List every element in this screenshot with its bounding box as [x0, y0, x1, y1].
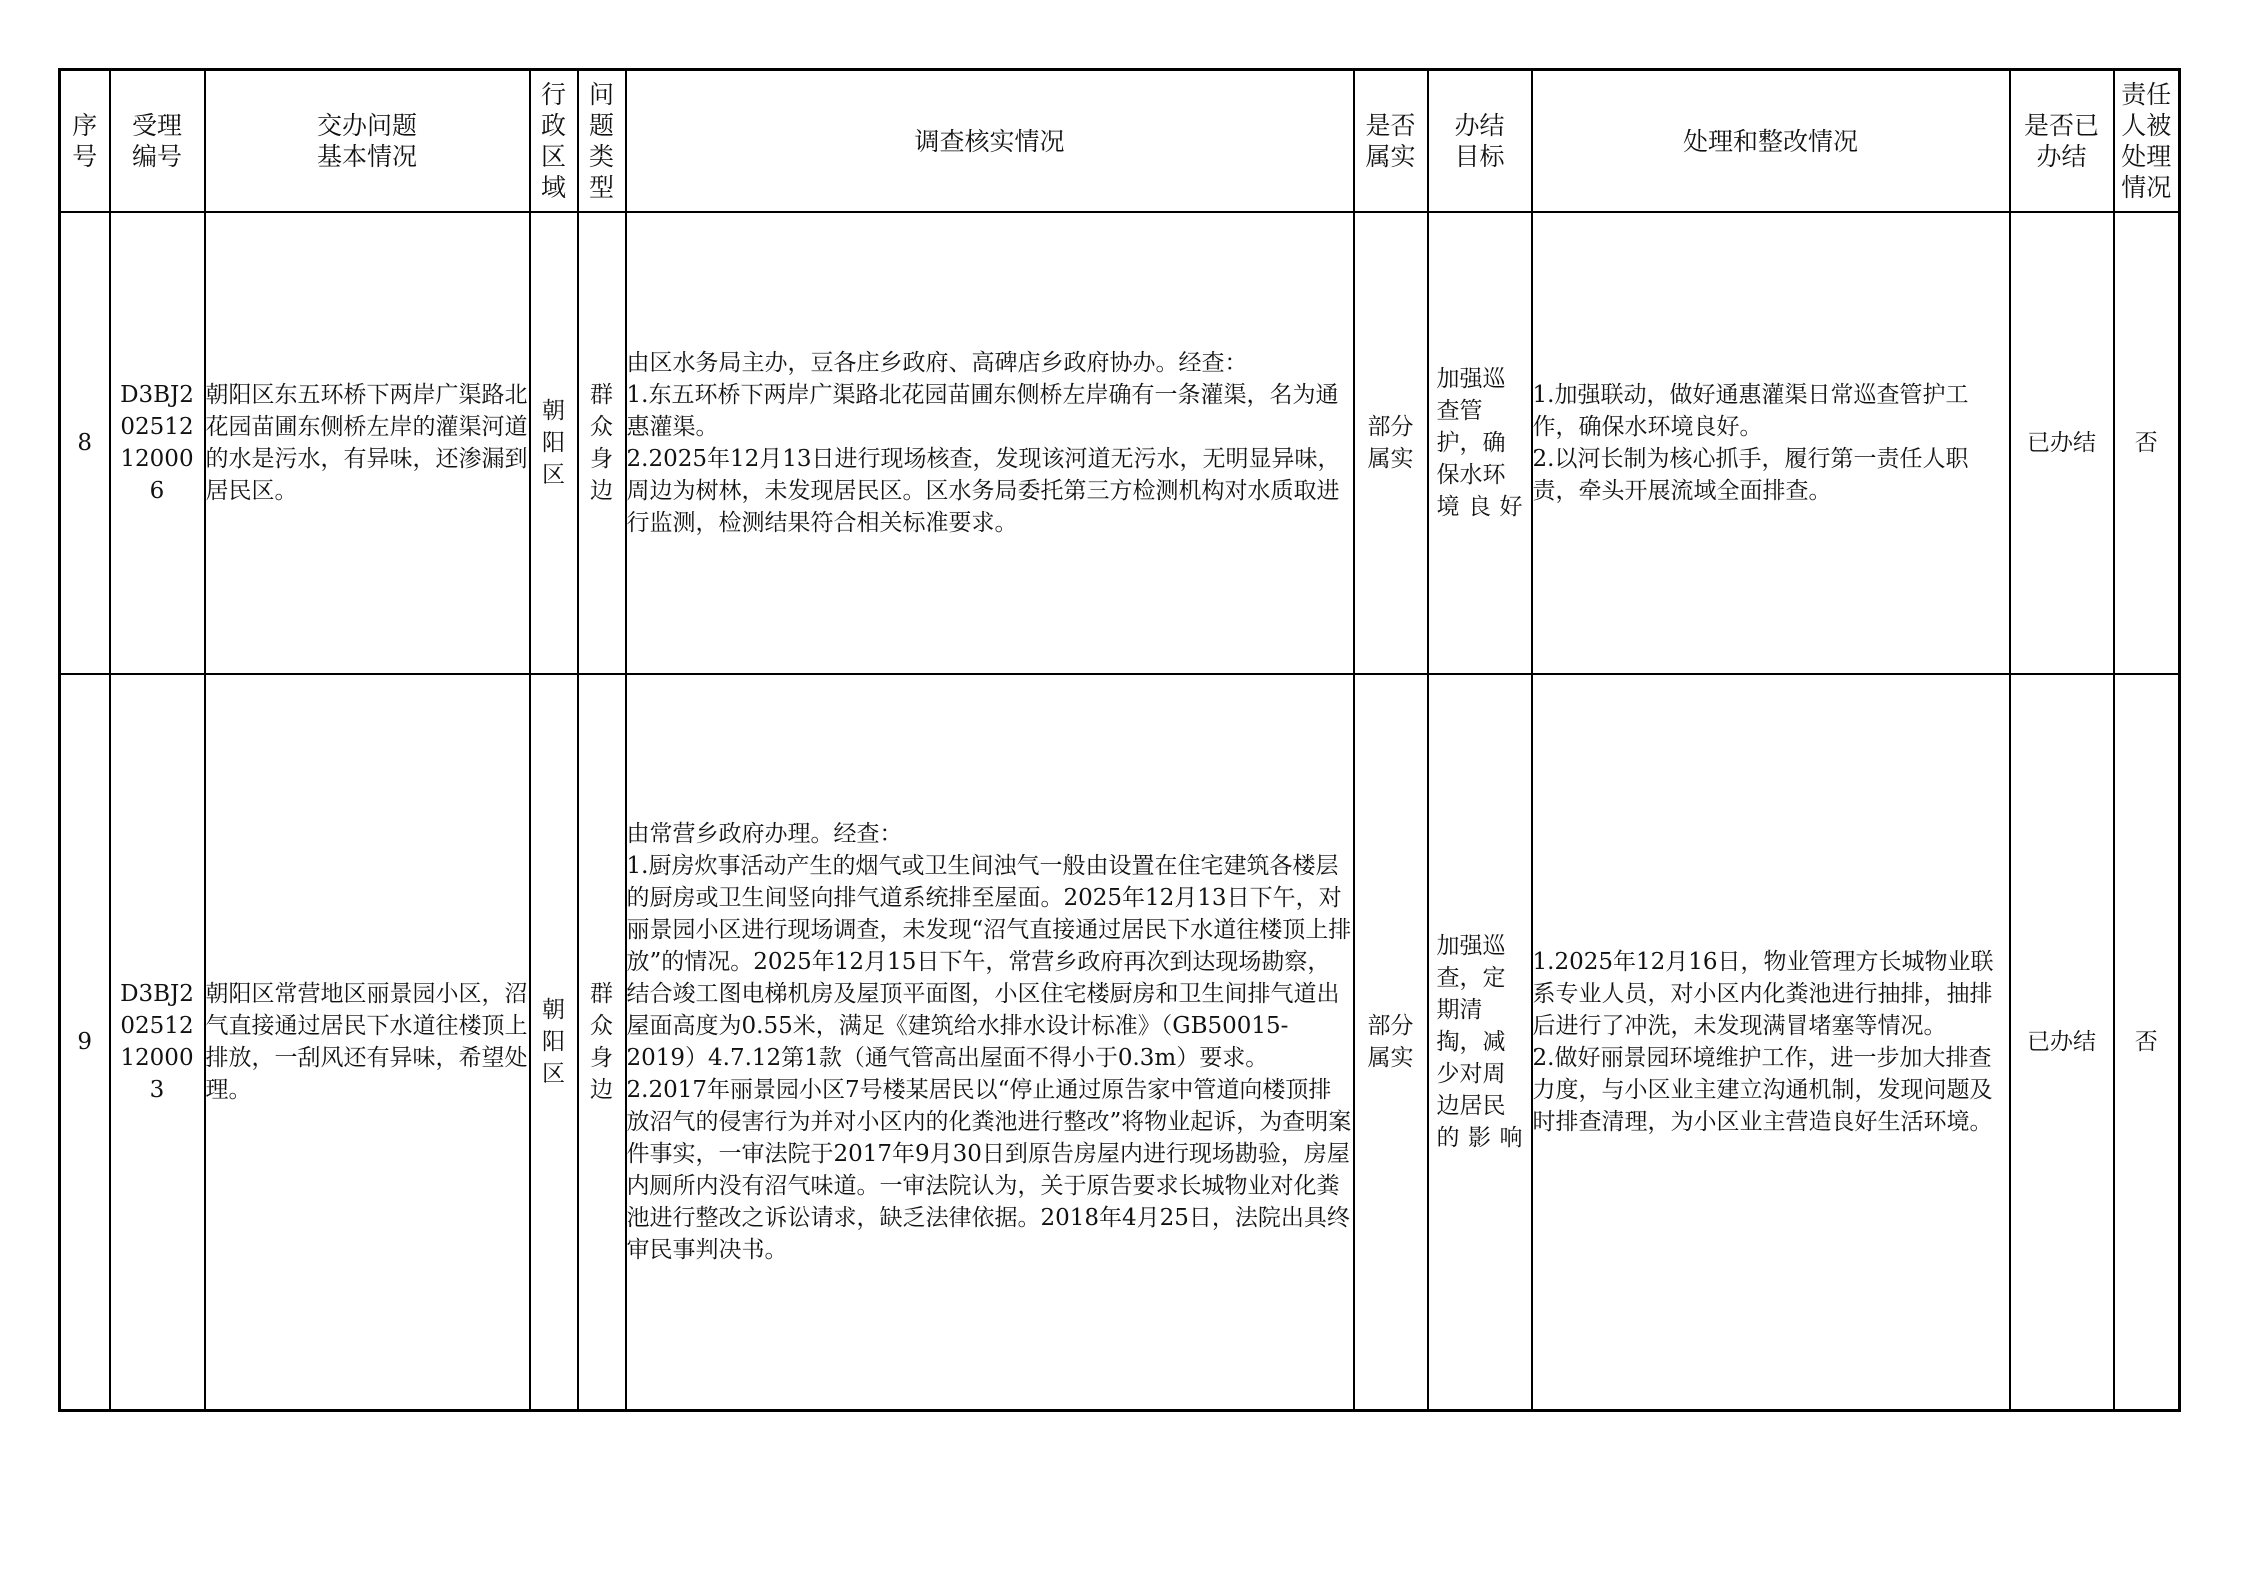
cell-accountability: 否	[2114, 674, 2180, 1411]
header-accountability: 责任人被处理情况	[2114, 70, 2180, 213]
header-type: 问题类型	[578, 70, 626, 213]
cell-verified: 部分属实	[1354, 212, 1428, 674]
cell-handling: 1.2025年12月16日，物业管理方长城物业联系专业人员，对小区内化粪池进行抽排，抽排后进行了冲洗，未发现满冒堵塞等情况。 2.做好丽景园环境维护工作，进一步加大排查力度，与小区业主建立沟通机制，发现问题及时排查清理，为小区业主营造良好生活环境。	[1532, 674, 2010, 1411]
cell-basic: 朝阳区常营地区丽景园小区，沼气直接通过居民下水道往楼顶上排放，一刮风还有异味，希望处理。	[205, 674, 530, 1411]
cell-type: 群众身边	[578, 212, 626, 674]
cell-accountability: 否	[2114, 212, 2180, 674]
cell-seq: 9	[60, 674, 110, 1411]
header-basic: 交办问题 基本情况	[205, 70, 530, 213]
cell-seq: 8	[60, 212, 110, 674]
cell-investigation: 由常营乡政府办理。经查： 1.厨房炊事活动产生的烟气或卫生间浊气一般由设置在住宅建筑各楼层的厨房或卫生间竖向排气道系统排至屋面。2025年12月13日下午，对丽景园小区进行现场调查，未发现“沼气直接通过居民下水道往楼顶上排放”的情况。2025年12月15日下午，常营乡政府再次到达现场勘察，结合竣工图电梯机房及屋顶平面图，小区住宅楼厨房和卫生间排气道出屋面高度为0.55米，满足《建筑给水排水设计标准》（GB50015-2019）4.7.12第1款（通气管高出屋面不得小于0.3m）要求。 2.2017年丽景园小区7号楼某居民以“停止通过原告家中管道向楼顶排放沼气的侵害行为并对小区内的化粪池进行整改”将物业起诉，为查明案件事实，一审法院于2017年9月30日到原告房屋内进行现场勘验，房屋内厕所内没有沼气味道。一审法院认为，关于原告要求长城物业对化粪池进行整改之诉讼请求，缺乏法律依据。2018年4月25日，法院出具终审民事判决书。	[626, 674, 1354, 1411]
cell-case-no: D3BJ202512120006	[110, 212, 205, 674]
cell-district: 朝阳区	[530, 212, 578, 674]
header-district: 行政区域	[530, 70, 578, 213]
table-row	[60, 212, 2180, 674]
header-closed: 是否已办结	[2010, 70, 2114, 213]
table-row	[60, 674, 2180, 1411]
cell-closed: 已办结	[2010, 674, 2114, 1411]
cell-investigation: 由区水务局主办，豆各庄乡政府、高碑店乡政府协办。经查： 1.东五环桥下两岸广渠路北花园苗圃东侧桥左岸确有一条灌渠，名为通惠灌渠。 2.2025年12月13日进行现场核查，发现该河道无污水，无明显异味，周边为树林，未发现居民区。区水务局委托第三方检测机构对水质取进行监测，检测结果符合相关标准要求。	[626, 212, 1354, 674]
header-case-no: 受理编号	[110, 70, 205, 213]
cell-verified: 部分属实	[1354, 674, 1428, 1411]
header-target: 办结目标	[1428, 70, 1532, 213]
cell-target: 加强巡查，定期清掏，减少对周边居民的影响	[1428, 674, 1532, 1411]
header-row	[60, 70, 2180, 213]
cell-handling: 1.加强联动，做好通惠灌渠日常巡查管护工作，确保水环境良好。 2.以河长制为核心抓手，履行第一责任人职责，牵头开展流域全面排查。	[1532, 212, 2010, 674]
header-investigation: 调查核实情况	[626, 70, 1354, 213]
cell-basic: 朝阳区东五环桥下两岸广渠路北花园苗圃东侧桥左岸的灌渠河道的水是污水，有异味，还渗漏到居民区。	[205, 212, 530, 674]
cell-type: 群众身边	[578, 674, 626, 1411]
header-verified: 是否属实	[1354, 70, 1428, 213]
report-table	[58, 68, 2181, 1412]
cell-target: 加强巡查管护，确保水环境良好	[1428, 212, 1532, 674]
cell-closed: 已办结	[2010, 212, 2114, 674]
cell-district: 朝阳区	[530, 674, 578, 1411]
header-handling: 处理和整改情况	[1532, 70, 2010, 213]
cell-case-no: D3BJ202512120003	[110, 674, 205, 1411]
header-seq: 序号	[60, 70, 110, 213]
